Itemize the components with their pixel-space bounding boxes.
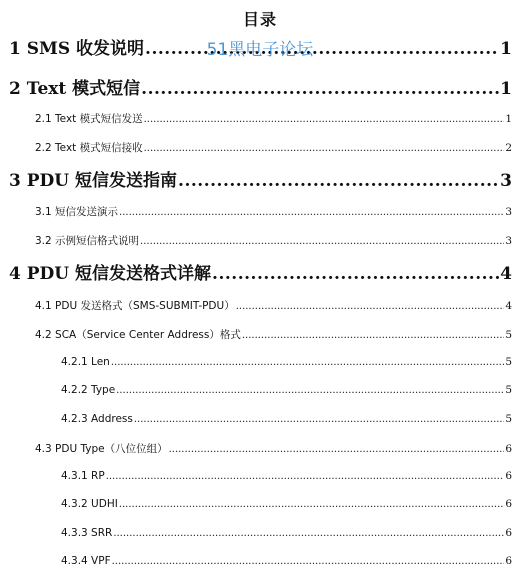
dot-leader — [106, 471, 505, 482]
toc-entry-level-2[interactable] — [35, 441, 512, 456]
dot-leader — [116, 385, 504, 396]
dot-leader — [140, 236, 504, 247]
toc-entry-page-number: 5 — [505, 329, 512, 341]
toc-entry-level-1[interactable] — [9, 259, 512, 284]
toc-entry-label: 4 PDU 短信发送格式详解 — [9, 264, 212, 284]
toc-entry-label: 4.3.2 UDHI — [61, 498, 118, 510]
toc-entry-label: 3.2 示例短信格式说明 — [35, 235, 140, 247]
toc-entry-level-2[interactable] — [35, 140, 512, 155]
toc-entry-page-number: 6 — [505, 470, 512, 482]
toc-entry-label: 4.3.4 VPF — [61, 555, 111, 567]
dot-leader — [145, 39, 499, 59]
dot-leader — [112, 556, 505, 567]
toc-entry-label: 1 SMS 收发说明 — [9, 39, 145, 59]
dot-leader — [178, 171, 499, 191]
toc-entry-page-number: 6 — [505, 527, 512, 539]
toc-entry-level-3[interactable] — [61, 470, 512, 482]
dot-leader — [212, 264, 499, 284]
toc-entry-page-number: 4 — [505, 300, 512, 312]
toc-entry-page-number: 5 — [505, 356, 512, 368]
toc-entry-label: 3.1 短信发送演示 — [35, 206, 119, 218]
toc-entry-label: 4.3.1 RP — [61, 470, 105, 482]
toc-entry-page-number: 4 — [500, 264, 512, 284]
toc-entry-page-number: 3 — [505, 235, 512, 247]
toc-entry-level-1[interactable] — [9, 74, 512, 99]
toc-entry-level-3[interactable] — [61, 498, 512, 510]
toc-entry-label: 4.2 SCA（Service Center Address）格式 — [35, 329, 241, 341]
toc-entry-label: 2.1 Text 模式短信发送 — [35, 113, 143, 125]
toc-title: 目录 — [242, 10, 277, 29]
toc-entry-page-number: 1 — [500, 39, 512, 59]
toc-entry-label: 4.2.1 Len — [61, 356, 110, 368]
toc-entry-page-number: 2 — [505, 142, 512, 154]
toc-entry-level-2[interactable] — [35, 233, 512, 248]
watermark: 51黑电子论坛 — [206, 40, 314, 60]
dot-leader — [242, 330, 504, 341]
toc-entry-page-number: 6 — [505, 555, 512, 567]
dot-leader — [144, 114, 505, 125]
dot-leader — [169, 444, 505, 455]
dot-leader — [236, 301, 505, 312]
dot-leader — [111, 357, 504, 368]
toc-entry-label: 4.2.2 Type — [61, 384, 116, 396]
toc-entry-page-number: 3 — [505, 206, 512, 218]
toc-entry-label: 4.3 PDU Type（八位位组） — [35, 443, 168, 455]
dot-leader — [141, 79, 499, 99]
toc-entry-level-3[interactable] — [61, 384, 512, 396]
dot-leader — [119, 499, 504, 510]
toc-entry-level-3[interactable] — [61, 413, 512, 425]
dot-leader — [144, 143, 505, 154]
toc-entry-label: 3 PDU 短信发送指南 — [9, 171, 178, 191]
toc-entry-page-number: 3 — [500, 171, 512, 191]
toc-entry-level-3[interactable] — [61, 527, 512, 539]
toc-entry-page-number: 5 — [505, 384, 512, 396]
toc-entry-page-number: 5 — [505, 413, 512, 425]
toc-entry-level-1[interactable] — [9, 166, 512, 191]
toc-entry-label: 4.2.3 Address — [61, 413, 133, 425]
dot-leader — [134, 414, 504, 425]
toc-entry-page-number: 1 — [505, 113, 512, 125]
toc-entry-page-number: 1 — [500, 79, 512, 99]
toc-entry-level-2[interactable] — [35, 111, 512, 126]
toc-entry-level-2[interactable] — [35, 298, 512, 313]
toc-entry-label: 2 Text 模式短信 — [9, 79, 141, 99]
toc-entry-label: 4.3.3 SRR — [61, 527, 113, 539]
toc-entry-page-number: 6 — [505, 443, 512, 455]
toc-entry-label: 4.1 PDU 发送格式（SMS-SUBMIT-PDU） — [35, 300, 235, 312]
toc-entry-level-2[interactable] — [35, 327, 512, 342]
dot-leader — [119, 207, 504, 218]
toc-entry-page-number: 6 — [505, 498, 512, 510]
dot-leader — [113, 528, 504, 539]
toc-entry-level-1[interactable] — [9, 34, 512, 59]
toc-entry-level-3[interactable] — [61, 356, 512, 368]
toc-entry-label: 2.2 Text 模式短信接收 — [35, 142, 143, 154]
toc-entry-level-3[interactable] — [61, 555, 512, 567]
toc-entry-level-2[interactable] — [35, 204, 512, 219]
